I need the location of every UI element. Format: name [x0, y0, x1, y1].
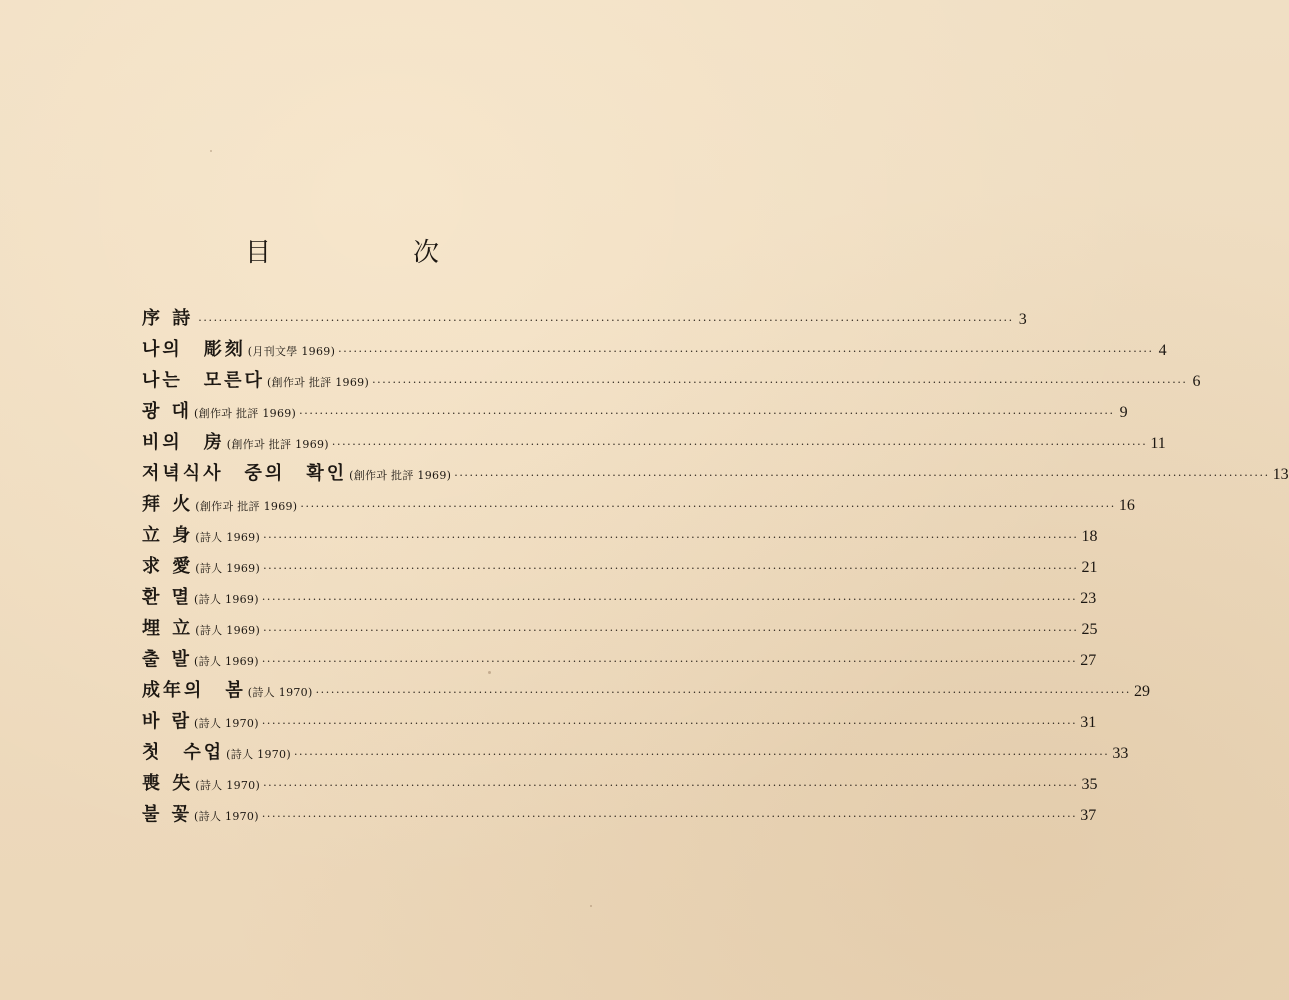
entry-source: (創作과 批評 1969): [266, 376, 370, 389]
page-number: 23: [1080, 590, 1097, 607]
toc-entry: [142, 365, 1201, 396]
entry-source: (詩人 1969): [195, 624, 261, 637]
page-number: 9: [1119, 404, 1128, 421]
entry-source: (詩人 1970): [226, 748, 291, 761]
toc-entry: [142, 768, 1098, 799]
table-of-contents: [142, 303, 1289, 830]
toc-entry: [142, 458, 1289, 489]
dot-leader: ································································································································································: [338, 345, 1154, 358]
dot-leader: ································································································································································: [263, 624, 1079, 637]
toc-entry: [142, 396, 1128, 427]
dot-leader: ································································································································································: [261, 593, 1078, 606]
paper-speck: [590, 905, 592, 907]
dot-leader: ································································································································································: [315, 686, 1132, 699]
dot-leader: ································································································································································: [300, 500, 1116, 513]
page-number: 6: [1192, 373, 1201, 390]
entry-title: 출 발: [142, 649, 193, 670]
toc-entry: [142, 334, 1167, 365]
dot-leader: ································································································································································: [263, 779, 1079, 792]
page-number: 16: [1118, 497, 1135, 514]
dot-leader: ································································································································································: [263, 531, 1079, 544]
entry-title: 불 꽃: [142, 804, 193, 825]
entry-source: (創作과 批評 1969): [194, 407, 297, 420]
entry-title: 저녁식사 중의 확인: [142, 463, 348, 484]
entry-source: (詩人 1970): [247, 686, 313, 699]
dot-leader: ································································································································································: [299, 407, 1115, 420]
entry-source: (詩人 1970): [194, 717, 259, 730]
entry-source: (創作과 批評 1969): [349, 469, 452, 482]
page-number: 29: [1134, 683, 1151, 700]
page-number: 25: [1081, 621, 1098, 638]
entry-title: 환 멸: [142, 587, 193, 608]
entry-title: 나의 彫刻: [142, 339, 246, 360]
entry-title: 成年의 봄: [142, 680, 246, 701]
entry-title: 立 身: [142, 525, 194, 546]
toc-entry: [142, 706, 1097, 737]
page-number: 4: [1158, 342, 1167, 359]
entry-source: (詩人 1969): [195, 562, 261, 575]
page-number: 13: [1272, 466, 1289, 483]
entry-title: 나는 모른다: [142, 370, 265, 391]
entry-title: 埋 立: [142, 618, 194, 639]
toc-entry: [142, 737, 1129, 768]
entry-source: (詩人 1970): [194, 810, 259, 823]
entry-source: (詩人 1969): [195, 531, 261, 544]
entry-source: (詩人 1970): [195, 779, 261, 792]
page-number: 18: [1081, 528, 1098, 545]
page-number: 21: [1081, 559, 1098, 576]
page-number: 33: [1112, 745, 1129, 762]
page-number: 35: [1081, 776, 1098, 793]
toc-entry: [142, 675, 1151, 706]
entry-title: 광 대: [142, 401, 193, 422]
dot-leader: ································································································································································: [263, 562, 1079, 575]
dot-leader: ································································································································································: [454, 469, 1270, 482]
toc-entry: [142, 489, 1135, 520]
toc-entry: [142, 582, 1097, 613]
entry-title: 拜 火: [142, 494, 194, 515]
paper-speck: [210, 150, 212, 152]
toc-entry: [142, 520, 1098, 551]
entry-title: 序 詩: [142, 308, 194, 329]
page-number: 31: [1080, 714, 1097, 731]
page-number: 3: [1018, 311, 1027, 328]
dot-leader: ································································································································································: [372, 376, 1188, 389]
page-number: 37: [1080, 807, 1097, 824]
dot-leader: ································································································································································: [261, 810, 1078, 823]
dot-leader: ································································································································································: [198, 314, 1014, 327]
dot-leader: ································································································································································: [261, 717, 1078, 730]
page-number: 11: [1150, 435, 1166, 452]
paper-speck: [488, 671, 491, 674]
entry-source: (創作과 批評 1969): [226, 438, 329, 451]
entry-source: (詩人 1969): [194, 655, 259, 668]
entry-title: 첫 수업: [142, 742, 225, 763]
toc-entry: [142, 303, 1027, 334]
dot-leader: ································································································································································: [331, 438, 1148, 451]
toc-entry: [142, 427, 1166, 458]
entry-title: 喪 失: [142, 773, 194, 794]
entry-source: (詩人 1969): [194, 593, 259, 606]
toc-entry: [142, 799, 1097, 830]
entry-source: (月刊文學 1969): [247, 345, 336, 358]
entry-title: 바 람: [142, 711, 193, 732]
toc-entry: [142, 551, 1098, 582]
toc-entry: [142, 613, 1098, 644]
entry-title: 求 愛: [142, 556, 194, 577]
page-title: 目 次: [244, 238, 497, 268]
dot-leader: ································································································································································: [293, 748, 1110, 761]
entry-title: 비의 房: [142, 432, 225, 453]
entry-source: (創作과 批評 1969): [195, 500, 298, 513]
toc-entry: [142, 644, 1097, 675]
dot-leader: ································································································································································: [261, 655, 1078, 668]
page-number: 27: [1080, 652, 1097, 669]
